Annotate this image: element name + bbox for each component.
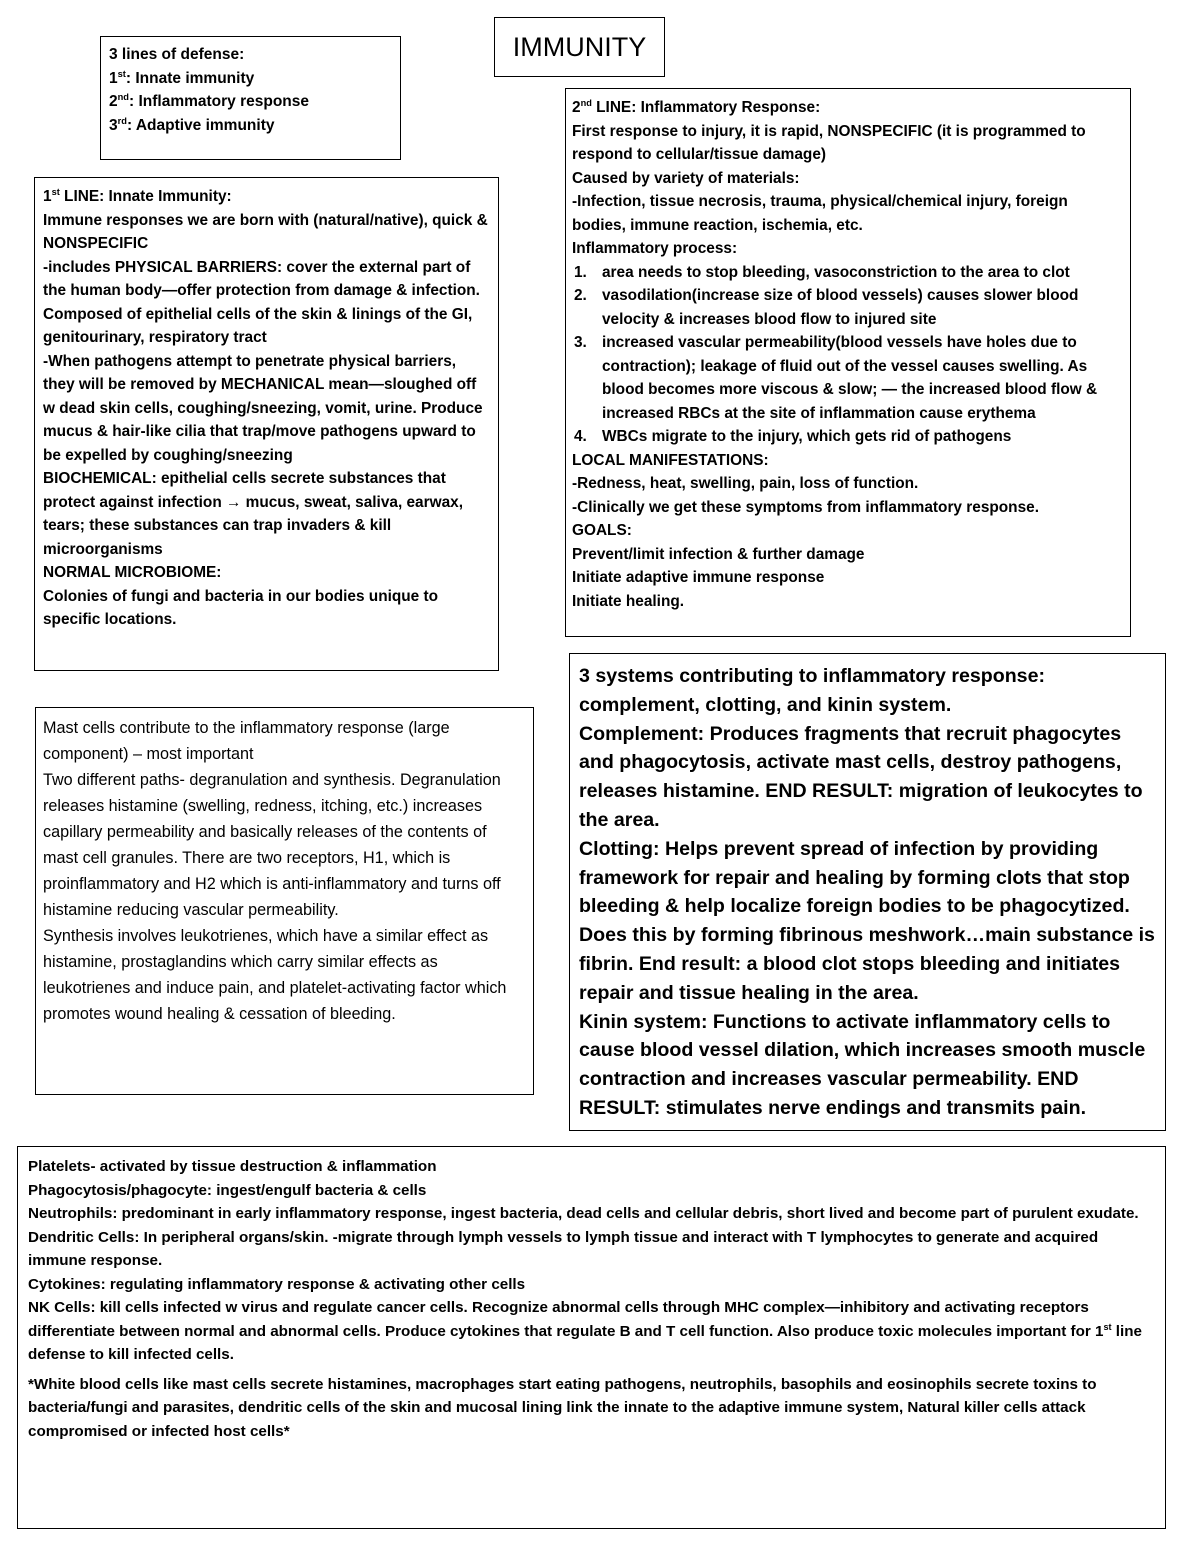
- innate-heading: 1st LINE: Innate Immunity:: [43, 186, 232, 205]
- list-item: 4. WBCs migrate to the injury, which gets rid of pathogens: [574, 428, 1012, 445]
- list-item: 1. area needs to stop bleeding, vasoconstriction to the area to clot: [574, 263, 1070, 281]
- inflammatory-response-box: [565, 88, 1131, 637]
- inflammatory-systems-box: [569, 653, 1166, 1131]
- systems-paragraph: Clotting: Helps prevent spread of infection by providing framework for repair and healing by forming clots that stop bleeding & help localize foreign bodies to be phagocytized. Does this by forming fibrinous meshwork…main substance is fibrin. End result: a blood clot stops bleeding and initiates repair and tissue healing in the area.: [579, 837, 1155, 1004]
- lines-of-defense-box: [100, 36, 401, 160]
- glossary-item: Dendritic Cells: In peripheral organs/skin. -migrate through lymph vessels to lymph tissue and interact with T lymphocytes to generate and acquired immune response.: [28, 1228, 1099, 1269]
- innate-paragraph: BIOCHEMICAL: epithelial cells secrete substances that protect against infection → mucus, sweat, saliva, earwax, tears; these substances can trap invaders & kill microorganisms: [43, 470, 463, 558]
- inflammatory-subheading: GOALS:: [572, 522, 632, 539]
- defense-item: 3rd: Adaptive immunity: [109, 115, 275, 134]
- innate-paragraph: -When pathogens attempt to penetrate physical barriers, they will be removed by MECHANICAL mean—sloughed off w dead skin cells, coughing/sneezing, vomit, urine. Produce mucus & hair-like cilia that trap/move pathogens upward to be expelled by coughing/sneezing: [43, 352, 483, 464]
- inflammatory-subheading: Inflammatory process:: [572, 240, 738, 257]
- innate-paragraph: Immune responses we are born with (natural/native), quick & NONSPECIFIC: [43, 211, 488, 252]
- mast-cells-box: [35, 707, 534, 1095]
- mast-paragraph: Mast cells contribute to the inflammatory response (large component) – most important: [43, 719, 450, 763]
- list-item: 2. vasodilation(increase size of blood vessels) causes slower blood velocity & increases blood flow to injured site: [574, 287, 1079, 328]
- innate-paragraph: Colonies of fungi and bacteria in our bodies unique to specific locations.: [43, 587, 439, 628]
- systems-paragraph: Kinin system: Functions to activate inflammatory cells to cause blood vessel dilation, which increases smooth muscle contraction and increases vascular permeability. END RESULT: stimulates nerve endings and transmits pain.: [579, 1010, 1146, 1119]
- systems-paragraph: 3 systems contributing to inflammatory response: complement, clotting, and kinin system.: [579, 665, 1045, 716]
- innate-immunity-box: [34, 177, 499, 671]
- glossary-item: Platelets- activated by tissue destruction & inflammation: [28, 1158, 437, 1175]
- page-title: [494, 17, 665, 77]
- cell-glossary-box: [17, 1146, 1166, 1529]
- inflammatory-paragraph: -Clinically we get these symptoms from inflammatory response.: [572, 498, 1039, 516]
- inflammatory-paragraph: Prevent/limit infection & further damage: [572, 545, 865, 563]
- inflammatory-heading: 2nd LINE: Inflammatory Response:: [572, 97, 821, 116]
- innate-subheading: NORMAL MICROBIOME:: [43, 564, 222, 581]
- inflammatory-paragraph: Initiate healing.: [572, 592, 685, 610]
- defense-item: 1st: Innate immunity: [109, 68, 255, 87]
- mast-paragraph: Synthesis involves leukotrienes, which have a similar effect as histamine, prostaglandins which carry similar effects as leukotrienes and induce pain, and platelet-activating factor which promotes wound healing & cessation of bleeding.: [43, 927, 507, 1023]
- lines-of-defense-heading: 3 lines of defense:: [109, 46, 245, 63]
- page-title-text: IMMUNITY: [512, 31, 647, 62]
- inflammatory-subheading: LOCAL MANIFESTATIONS:: [572, 451, 769, 469]
- glossary-item-nk-cells: NK Cells: kill cells infected w virus and regulate cancer cells. Recognize abnormal cells through MHC complex—inhibitory and activating receptors differentiate between normal and abnormal cells. Produce cytokines that regulate B and T cell function. Also produce toxic molecules important for 1st line defense to kill infected cells.: [28, 1299, 1142, 1363]
- list-item: 3. increased vascular permeability(blood vessels have holes due to contraction); leakage of fluid out of the vessel causes swelling. As blood becomes more viscous & slow; — the increased blood flow & increased RBCs at the site of inflammation cause erythema: [574, 334, 1098, 422]
- glossary-item: Neutrophils: predominant in early inflammatory response, ingest bacteria, dead cells and cellular debris, short lived and become part of purulent exudate.: [28, 1205, 1139, 1222]
- systems-paragraph: Complement: Produces fragments that recruit phagocytes and phagocytosis, activate mast cells, destroy pathogens, releases histamine. END RESULT: migration of leukocytes to the area.: [579, 722, 1143, 831]
- inflammatory-paragraph: -Redness, heat, swelling, pain, loss of function.: [572, 475, 919, 492]
- defense-item: 2nd: Inflammatory response: [109, 91, 310, 110]
- glossary-item: Cytokines: regulating inflammatory response & activating other cells: [28, 1275, 526, 1293]
- glossary-item: Phagocytosis/phagocyte: ingest/engulf bacteria & cells: [28, 1181, 427, 1199]
- glossary-note: *White blood cells like mast cells secrete histamines, macrophages start eating pathogens, neutrophils, basophils and eosinophils secrete toxins to bacteria/fungi and parasites, dendritic cells of the skin and mucosal lining link the innate to the adaptive immune system, Natural killer cells attack compromised or infected host cells*: [28, 1375, 1097, 1440]
- innate-paragraph: -includes PHYSICAL BARRIERS: cover the external part of the human body—offer protection from damage & infection. Composed of epithelial cells of the skin & linings of the GI, genitourinary, respiratory tract: [43, 258, 480, 346]
- inflammatory-paragraph: First response to injury, it is rapid, NONSPECIFIC (it is programmed to respond to cellular/tissue damage): [572, 122, 1086, 163]
- inflammatory-paragraph: Caused by variety of materials:: [572, 169, 800, 187]
- inflammatory-paragraph: Initiate adaptive immune response: [572, 569, 825, 586]
- mast-paragraph: Two different paths- degranulation and synthesis. Degranulation releases histamine (swelling, redness, itching, etc.) increases capillary permeability and basically releases of the contents of mast cell granules. There are two receptors, H1, which is proinflammatory and H2 which is anti-inflammatory and turns off histamine reducing vascular permeability.: [43, 771, 501, 919]
- inflammatory-process-list: [572, 261, 1124, 449]
- inflammatory-paragraph: -Infection, tissue necrosis, trauma, physical/chemical injury, foreign bodies, immune reaction, ischemia, etc.: [572, 193, 1068, 234]
